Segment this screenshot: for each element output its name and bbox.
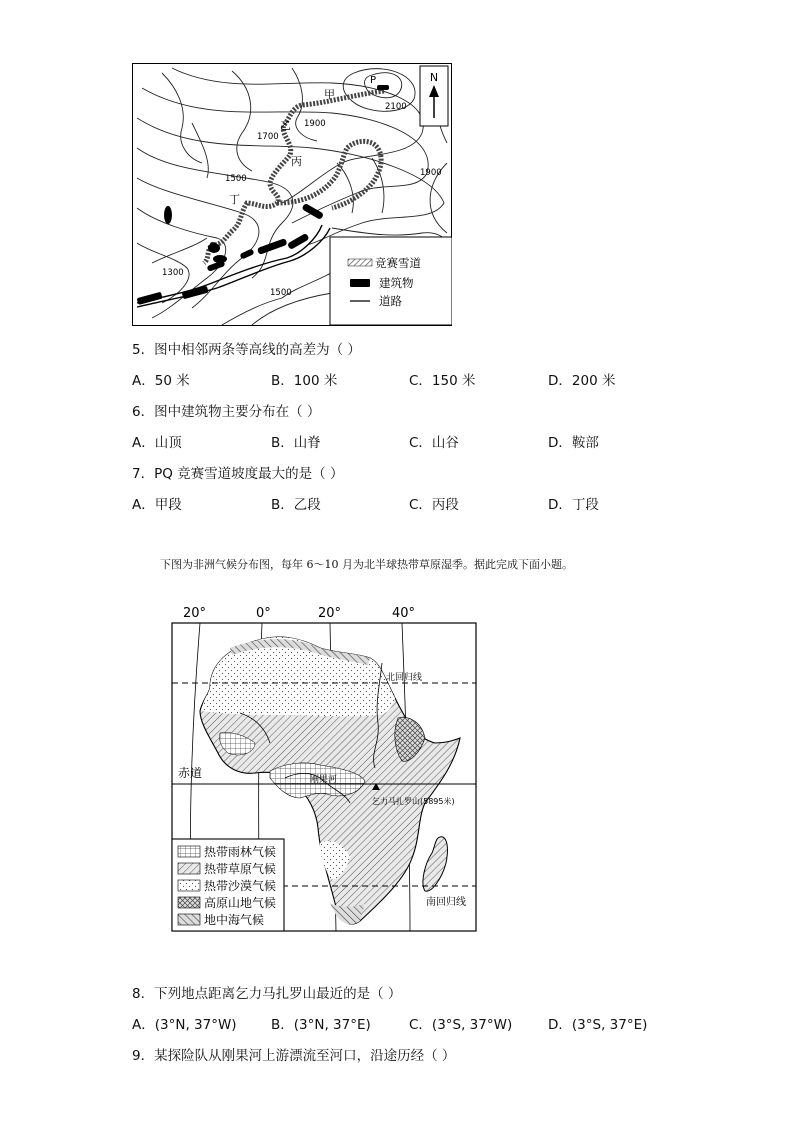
label-yi: 乙 <box>280 119 291 132</box>
q6-option-b[interactable]: B．山脊 <box>271 435 321 451</box>
contour-1500a: 1500 <box>225 174 247 184</box>
q6-option-c[interactable]: C．山谷 <box>409 435 459 451</box>
legend-rainforest: 热带雨林气候 <box>204 845 277 859</box>
legend-trail: 竞赛雪道 <box>375 256 421 270</box>
q5-option-b[interactable]: B．100 米 <box>271 373 338 389</box>
q7-option-b[interactable]: B．乙段 <box>271 497 321 513</box>
q8-option-b[interactable]: B．(3°N, 37°E) <box>271 1017 371 1033</box>
africa-intro: 下图为非洲气候分布图，每年 6～10 月为北半球热带草原湿季。据此完成下面小题。 <box>160 558 573 571</box>
contour-1900a: 1900 <box>304 119 326 129</box>
q6-option-a[interactable]: A．山顶 <box>132 435 182 451</box>
africa-map <box>170 603 480 933</box>
tropic-north-label: 北回归线 <box>386 673 423 683</box>
q8-option-d[interactable]: D．(3°S, 37°E) <box>548 1017 648 1033</box>
legend-savanna: 热带草原气候 <box>204 862 277 876</box>
legend-building: 建筑物 <box>379 276 414 290</box>
lon-label-20w: 20° <box>183 606 207 621</box>
legend-mediterranean: 地中海气候 <box>204 913 265 927</box>
lon-label-20e: 20° <box>318 606 342 621</box>
question-7-stem: 7．PQ 竞赛雪道坡度最大的是（ ） <box>132 466 344 482</box>
africa-legend <box>172 839 284 931</box>
contour-1500b: 1500 <box>270 288 292 298</box>
q8-option-a[interactable]: A．(3°N, 37°W) <box>132 1017 237 1033</box>
label-p: P <box>370 75 377 86</box>
mountain-label: 乞力马扎罗山(5895米) <box>372 797 455 806</box>
label-ding: 丁 <box>229 193 240 206</box>
q8-option-c[interactable]: C．(3°S, 37°W) <box>409 1017 513 1033</box>
contour-1300: 1300 <box>162 268 184 278</box>
label-bing: 丙 <box>291 155 302 168</box>
q6-option-d[interactable]: D．鞍部 <box>548 435 599 451</box>
topo-legend <box>330 237 452 325</box>
north-label: N <box>429 71 439 84</box>
q7-option-c[interactable]: C．丙段 <box>409 497 459 513</box>
river-label: 刚果河 <box>310 775 338 785</box>
question-6-stem: 6．图中建筑物主要分布在（ ） <box>132 404 321 420</box>
q5-option-a[interactable]: A．50 米 <box>132 373 190 389</box>
question-9-stem: 9．某探险队从刚果河上游漂流至河口，沿途历经（ ） <box>132 1048 456 1064</box>
contour-1900b: 1900 <box>420 168 442 178</box>
q5-option-c[interactable]: C．150 米 <box>409 373 476 389</box>
question-8-stem: 8．下列地点距离乞力马扎罗山最近的是（ ） <box>132 986 402 1002</box>
topo-map <box>132 63 452 328</box>
legend-road: 道路 <box>379 294 402 308</box>
q7-option-d[interactable]: D．丁段 <box>548 497 599 513</box>
label-q: Q <box>209 241 217 252</box>
label-jia: 甲 <box>324 88 335 101</box>
q5-option-d[interactable]: D．200 米 <box>548 373 616 389</box>
q7-option-a[interactable]: A．甲段 <box>132 497 182 513</box>
equator-label: 赤道 <box>178 766 203 780</box>
lon-label-40e: 40° <box>392 606 416 621</box>
lon-label-0: 0° <box>256 606 271 621</box>
tropic-south-label: 南回归线 <box>426 897 466 908</box>
legend-desert: 热带沙漠气候 <box>204 879 277 893</box>
legend-highland: 高原山地气候 <box>204 896 277 910</box>
contour-1700: 1700 <box>257 132 279 142</box>
contour-2100: 2100 <box>385 102 407 112</box>
question-5-stem: 5．图中相邻两条等高线的高差为（ ） <box>132 342 361 358</box>
